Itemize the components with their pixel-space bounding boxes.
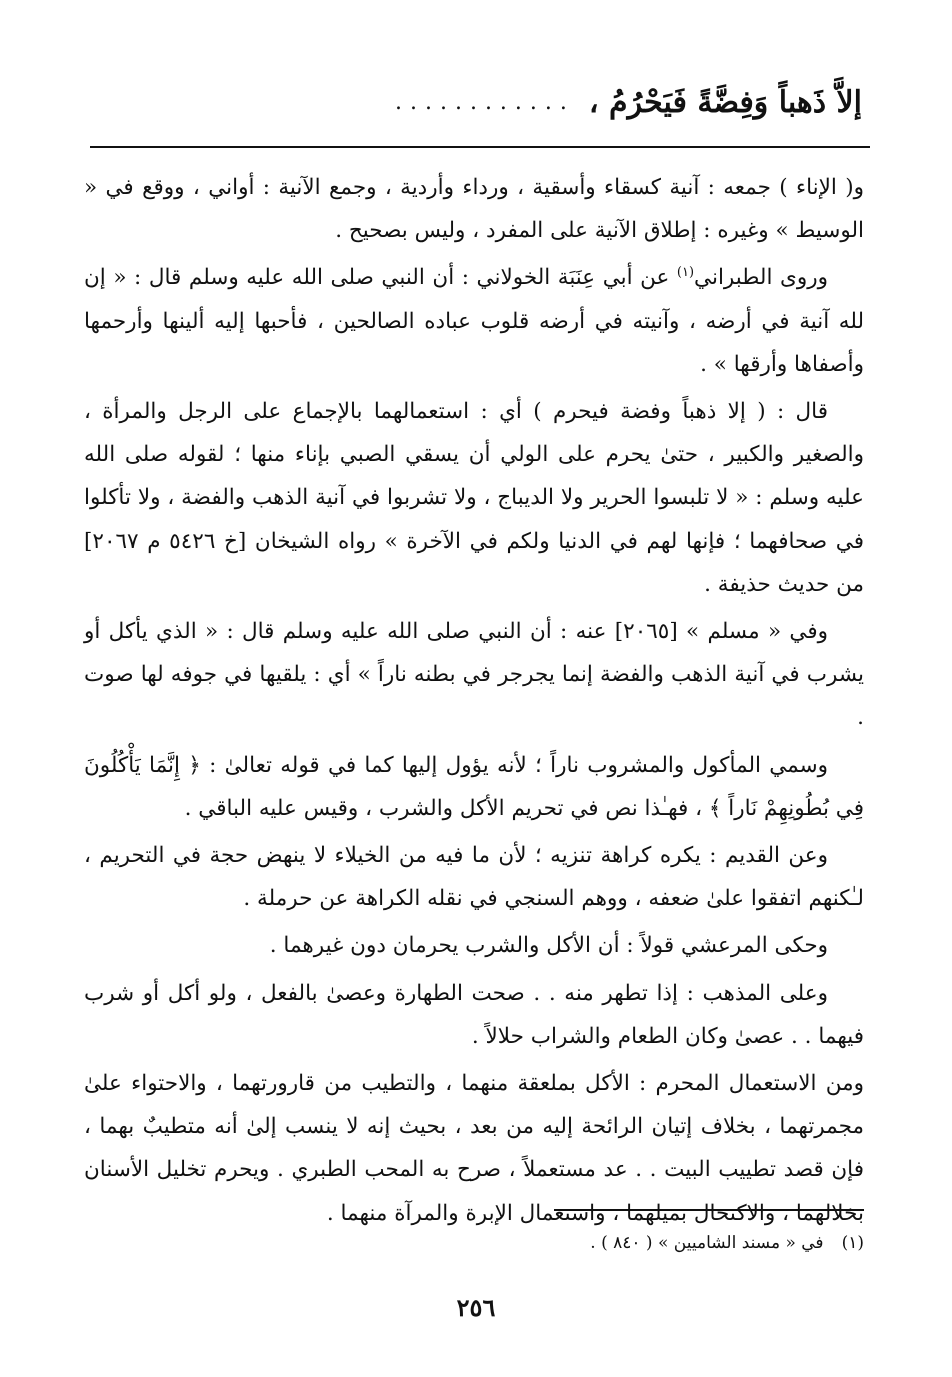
main-text [84, 166, 864, 1239]
footnote-text: في « مسند الشاميين » ( ٨٤٠ ) . [590, 1233, 824, 1253]
paragraph-qadim: وعن القديم : يكره كراهة تنزيه ؛ لأن ما فيه من الخيلاء لا ينهض حجة في التحريم ، لـٰكنهم اتفقوا علىٰ ضعفه ، ووهم السنجي في نقله الكراهة عن حرملة . [84, 843, 864, 912]
tabarani-text: عن أبي عِنَبَة الخولاني : أن النبي صلى الله عليه وسلم قال : « إن لله آنية في أرضه ، وآنيته في أرضه قلوب عباده الصالحين ، فأحبها إليه ألينها وأرحمها وأصفاها وأرقها » . [84, 265, 864, 377]
paragraph-forbidden-use: ومن الاستعمال المحرم : الأكل بملعقة منهما ، والتطيب من قارورتهما ، والاحتواء علىٰ مجمرتهما ، بخلاف إتيان الرائحة إليه من بعد ، بحيث إنه لا ينسب إلىٰ أنه متطيبٌ بهما ، فإن قصد تطييب البيت . . عد مستعملاً ، صرح به المحب الطبري . ويحرم تخليل الأسنان بخلالهما ، والاكتحال بميلهما ، واستعمال الإبرة والمرآة منهما . [84, 1071, 864, 1226]
paragraph-tabarani [84, 256, 864, 386]
paragraph-madhhab: وعلى المذهب : إذا تطهر منه . . صحت الطهارة وعصىٰ بالفعل ، ولو أكل أو شرب فيهما . . عصىٰ وكان الطعام والشراب حلالاً . [84, 980, 864, 1049]
paragraph-fire: وسمي المأكول والمشروب ناراً ؛ لأنه يؤول إليها كما في قوله تعالىٰ : ﴿ إِنَّمَا يَأْكُلُونَ فِي بُطُونِهِمْ نَاراً ﴾ ، فهـٰذا نص في تحريم الأكل والشرب ، وقيس عليه الباقي . [84, 752, 864, 821]
paragraph-inaa: و( الإناء ) جمعه : آنية كسقاء وأسقية ، ورداء وأردية ، وجمع الآنية : أواني ، ووقع في « الوسيط » وغيره : إطلاق الآنية على المفرد ، وليس بصحيح . [84, 175, 864, 244]
footnote-divider [554, 1209, 864, 1211]
footnote [84, 1229, 864, 1257]
footnote-number: (١) [841, 1233, 864, 1253]
footnote-reference: (١) [676, 265, 695, 281]
running-header-dots: ............ [394, 89, 575, 115]
running-header [82, 76, 862, 128]
page-number: ٢٥٦ [456, 1293, 496, 1322]
paragraph-marashi: وحكى المرعشي قولاً : أن الأكل والشرب يحرمان دون غيرهما . [269, 933, 828, 959]
running-header-title: إلاَّ ذَهباً وَفِضَّةً فَيَحْرُمُ ، [588, 84, 862, 120]
paragraph-gold-silver: قال : ( إلا ذهباً وفضة فيحرم ) أي : استعمالهما بالإجماع على الرجل والمرأة ، والصغير والكبير ، حتىٰ يحرم على الولي أن يسقي الصبي بإناء منها ؛ لقوله صلى الله عليه وسلم : « لا تلبسوا الحرير ولا الديباج ، ولا تشربوا في آنية الذهب والفضة ، ولا تأكلوا في صحافهما ؛ فإنها لهم في الدنيا ولكم في الآخرة » رواه الشيخان [خ ٥٤٢٦ م ٢٠٦٧] من حديث حذيفة . [84, 399, 864, 597]
tabarani-intro: وروى الطبراني [694, 265, 828, 291]
header-divider [90, 146, 870, 148]
paragraph-muslim: وفي « مسلم » [٢٠٦٥] عنه : أن النبي صلى الله عليه وسلم قال : « الذي يأكل أو يشرب في آنية الذهب والفضة إنما يجرجر في بطنه ناراً » أي : يلقيها في جوفه لها صوت . [84, 619, 864, 731]
